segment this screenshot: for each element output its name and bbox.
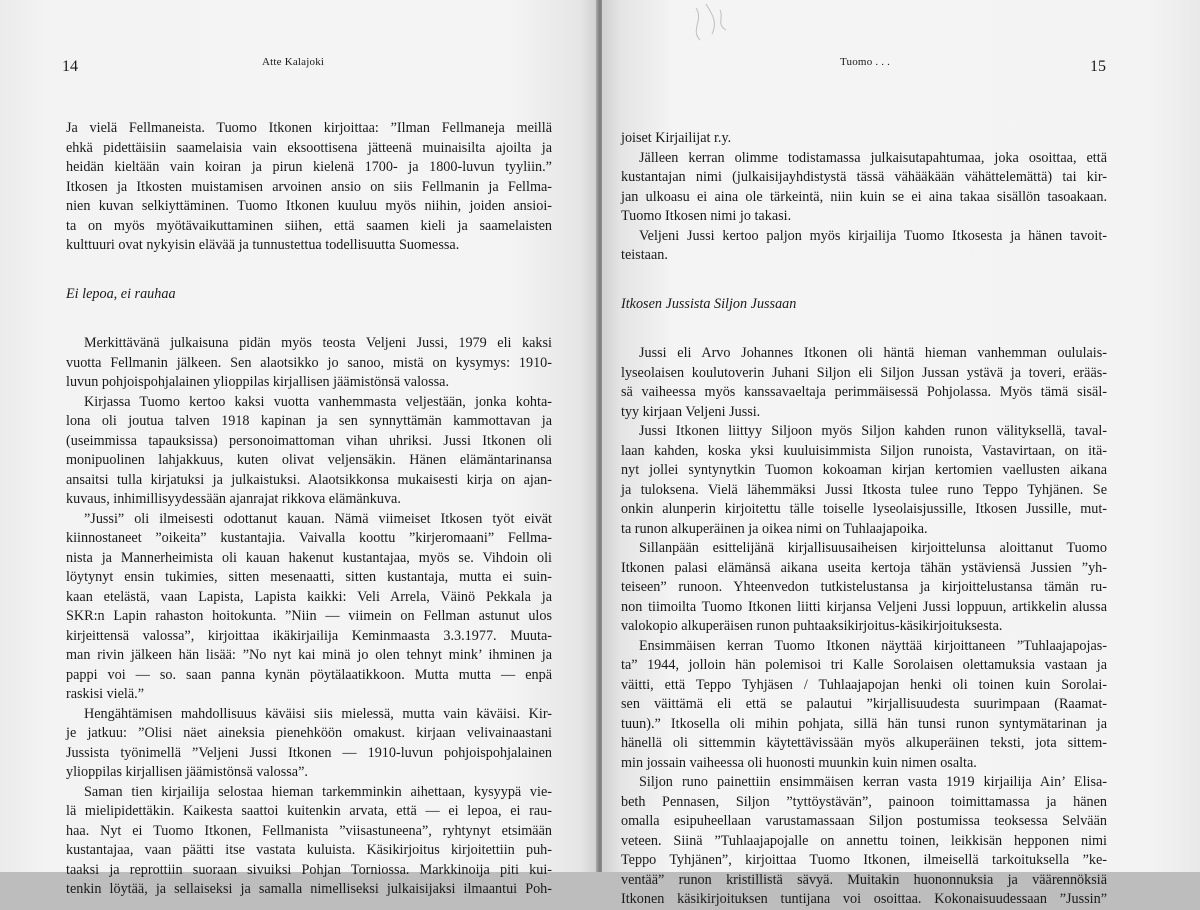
text-line: tenkin löytää, ja sellaiseksi ja samalla nimelliseksi julkaisijaksi ilmaantui Poh- <box>66 881 552 897</box>
text-line: sen väittämä eli että se palautui ”kirjallisuudesta suurimpaan (Raamat- <box>621 696 1107 712</box>
text-line: Siljon runo painettiin ensimmäisen kerran vasta 1919 kirjailija Ain’ Elisa- <box>639 774 1107 790</box>
text-line: man rivin jälkeen hän lisää: ”No nyt kai minä jo olen tehnyt mink’ ihminen ja <box>66 647 552 663</box>
paragraph-spacer <box>621 334 1107 344</box>
text-line: onkin alunperin kirjoitettu tälle toiselle lyseolaisjussille, Itkosen Jussille, mut- <box>621 501 1107 517</box>
text-line: monipuolinen lahjakkuus, kuten olivat veljensäkin. Hänen elämäntarinansa <box>66 452 552 468</box>
running-head: Tuomo . . . <box>840 56 891 68</box>
paragraph-spacer <box>621 315 1107 335</box>
text-line: heidän kieltään vain koiran ja pirun kielenä 1700- ja 1800-luvun tyyliin.” <box>66 159 552 175</box>
text-line: kiinnostaneet ”oikeita” kustantajia. Vaivalla koottu ”kirjeromaani” Fellma- <box>66 530 552 546</box>
text-line: ansaitsi tulla kirjatuksi ja julkaistuksi. Alaotsikkonsa mukaisesti kirja on ajan- <box>66 471 552 488</box>
text-line: Ensimmäisen kerran Tuomo Itkonen näyttää kirjoittaneen ”Tuhlaajapojas- <box>639 637 1107 654</box>
text-line: SKR:n Lapin rahaston hoitokunta. ”Niin — viimein on Fellman astunut ulos <box>66 608 552 624</box>
text-line: ”Jussi” oli ilmeisesti odottanut kauan. Nämä viimeiset Itkosen työt eivät <box>84 510 552 527</box>
text-line: omalla esipuheellaan varustamassaan Siljon postumissa teoksessa Selvään <box>621 813 1107 829</box>
text-line: joiset Kirjailijat r.y. <box>621 130 732 146</box>
right-page-body <box>621 129 1107 910</box>
text-line: laan kahden, koska yksi kuuluisimmista Siljon runoista, Vastavirtaan, on itä- <box>621 442 1107 459</box>
text-line: kulttuuri ovat nykyisin elävää ja tunnustettua todellisuutta Suomessa. <box>66 237 460 253</box>
page-number: 15 <box>1090 58 1106 75</box>
text-line: vuotta Fellmanin jälkeen. Sen alaotsikko jo sanoo, mistä on kysymys: 1910- <box>66 354 552 371</box>
text-line: luvun pohjoispohjalainen ylioppilas kirjallisen jäämistönsä valossa. <box>66 374 450 390</box>
text-line: jan ulkoasu ei aina ole tärkeintä, niin kuin se ei aina takaa sisällön tasoakaan. <box>621 188 1107 205</box>
text-line: Jussi Itkonen liittyy Siljoon myös Siljon kahden runon välityksellä, taval- <box>639 423 1107 439</box>
text-line: raskisi vielä.” <box>66 686 145 702</box>
text-line: ta on myös myötävaikuttaminen siihen, että saamen kieli ja saamelaisten <box>66 217 552 234</box>
paragraph-spacer <box>621 266 1107 286</box>
text-line: teiseen” runoon. Yhteenvedon tutkistelustansa ja kirjoittelustansa tämän ru- <box>621 579 1107 595</box>
text-line: taaksi ja reprottiin suoraan sivuiksi Pohjan Torniossa. Markkinoija piti kui- <box>66 861 552 878</box>
text-line: lona oli joutua talven 1918 kapinan ja sen synnyttämän kammottavan ja <box>66 413 552 429</box>
text-line: kirjeittensä valossa”, kirjoittaa ikäkirjailija Keminmaasta 3.3.1977. Muuta- <box>66 627 552 644</box>
text-line: sä vaiheessa myös kanssavaeltaja perimmäisessä Pohjolassa. Myös tämä sisäl- <box>621 384 1107 400</box>
text-line: pappi voi — so. saan panna kynän pöytälaatikkoon. Mutta mutta — enpä <box>66 666 552 683</box>
text-line: ja tuloksena. Vielä lähemmäksi Jussi Itkosta tulee runo Teppo Tyhjänen. Se <box>621 481 1107 498</box>
text-line: min jossain vaiheessa oli huonosti muunkin kuin nimen osalta. <box>621 754 977 771</box>
text-line: beth Pennasen, Siljon ”tyttöystävän”, painoon toimittamassa ja hänen <box>621 793 1107 810</box>
text-line: kuvaus, inhimillisyydessään ajanrajat rikkova elämänkuva. <box>66 491 401 507</box>
text-line: lyseolaisen koulutoverin Juhani Siljon eli Siljon Jussan ystävä ja toveri, erääs- <box>621 364 1107 381</box>
text-line: ta” 1944, jolloin hän polemisoi tri Kalle Sorolaisen olettamuksia vastaan ja <box>621 657 1107 673</box>
paragraph-spacer <box>66 305 552 325</box>
text-line: kustantajan nimi (julkaisijayhdistystä tässä vähääkään vähättelemättä) tai kir- <box>621 169 1107 185</box>
text-line: nien kuvan selkiyttäminen. Tuomo Itkonen kuuluu myös niihin, joiden ansioi- <box>66 198 552 214</box>
paragraph-spacer <box>66 256 552 276</box>
right-page <box>602 0 1200 907</box>
text-line: ta runon alkuperäinen ja oikea nimi on Tuhlaajapoika. <box>621 520 928 537</box>
text-line: Veljeni Jussi kertoo paljon myös kirjailija Tuomo Itkosesta ja hänen tavoit- <box>639 227 1107 244</box>
page-number: 14 <box>62 58 78 75</box>
text-line: kaan etelästä, vaan Lapista, Lapista kaikki: Veli Arrela, Väinö Pekkala ja <box>66 588 552 605</box>
text-line: löytynyt ensin tukimies, sitten mesenaatti, sitten kustantaja, mutta ei suin- <box>66 569 552 585</box>
text-line: Itkonen palasi elämänsä aikana useita kertoja tähän ystäviensä Jussien ”yh- <box>621 559 1107 576</box>
text-line: Teppo Tyhjänen”, kirjoittaa Tuomo Itkonen, ilmeisellä tarkoituksella ”ke- <box>621 852 1107 868</box>
text-line: tyy kirjaan Veljeni Jussi. <box>621 403 761 420</box>
text-line: Jussista työnimellä ”Veljeni Jussi Itkonen — 1910-luvun pohjoispohjalainen <box>66 744 552 761</box>
text-line: nyt jollei syntynytkin Tuomon kokoaman kirjan kertomien vaellusten aikana <box>621 462 1107 478</box>
section-heading: Ei lepoa, ei rauhaa <box>66 286 176 302</box>
text-line: hänellä oli sittemmin käytettävissään myös alkuperäinen teksti, jota sittem- <box>621 735 1107 751</box>
text-line: valokopio alkuperäisen runon puhtaaksikirjoitus-käsikirjoituksesta. <box>621 618 1003 634</box>
text-line: ventää” runon kristillistä sävyä. Muitakin huononnuksia ja väärennöksiä <box>621 871 1107 888</box>
text-line: Sillanpään esittelijänä kirjallisuusaiheisen kirjoittelunsa aloittanut Tuomo <box>639 540 1107 556</box>
text-line: Tuomo Itkosen nimi jo takasi. <box>621 208 792 224</box>
left-page-body <box>66 119 552 900</box>
paragraph-spacer <box>621 285 1107 295</box>
text-line: Kirjassa Tuomo kertoo kaksi vuotta vanhemmasta veljestään, jonka kohta- <box>84 393 552 410</box>
text-line: je jatkuu: ”Olisi näet aineksia pienehköön omakust. kirjaan velivainaastani <box>66 725 552 741</box>
section-heading: Itkosen Jussista Siljon Jussaan <box>621 296 797 312</box>
text-line: teistaan. <box>621 247 668 263</box>
text-line: haa. Nyt ei Tuomo Itkonen, Fellmanista ”viisastuneena”, ryhtynyt etsimään <box>66 822 552 839</box>
text-line: non tiimoilta Tuomo Itkonen liitti kirjansa Veljeni Jussi loppuun, artikkelin alussa <box>621 598 1107 615</box>
text-line: Itkosen ja Itkosten muistamisen arvoinen ansio on siis Fellmanin ja Fellma- <box>66 178 552 195</box>
text-line: ehkä pidettäisiin saamelaisia vain eksoottisena jätteenä muinaisilta ajoilta ja <box>66 139 552 156</box>
text-line: Jussi eli Arvo Johannes Itkonen oli häntä hieman vanhemman oululais- <box>639 345 1107 361</box>
paragraph-spacer <box>66 324 552 334</box>
text-line: Hengähtämisen mahdollisuus käväisi siis mielessä, mutta vain käväisi. Kir- <box>84 705 552 722</box>
text-line: Merkittävänä julkaisuna pidän myös teosta Veljeni Jussi, 1979 eli kaksi <box>84 335 552 351</box>
text-line: Jälleen kerran olimme todistamassa julkaisutapahtumaa, joka osoittaa, että <box>639 149 1107 166</box>
text-line: nista ja Mannerheimista oli kauan hakenut kustantajaa, myös se. Vihdoin oli <box>66 549 552 566</box>
text-line: Ja vielä Fellmaneista. Tuomo Itkonen kirjoittaa: ”Ilman Fellmaneja meillä <box>66 120 552 136</box>
left-page <box>0 0 598 897</box>
text-line: Itkonen käsikirjoituksen tuntijana voi osoittaa. Kokonaisuudessaan ”Jussin” <box>621 891 1107 907</box>
pencil-scribble-mark <box>676 0 746 80</box>
text-line: (useimmissa tapauksissa) personoimattoman vihan uhriksi. Jussi Itkonen oli <box>66 432 552 449</box>
text-line: tuun).” Itkosella oli mihin pohjata, sillä hän tunsi runon syntymätarinan ja <box>621 715 1107 732</box>
text-line: lä mielipidettäkin. Kaikesta saattoi kuitenkin arvata, että — ei lepoa, ei rau- <box>66 803 552 819</box>
text-line: väitti, että Teppo Tyhjäsen / Tuhlaajapojan henki oli toinen kuin Sorolai- <box>621 676 1107 693</box>
paragraph-spacer <box>66 275 552 285</box>
text-line: ylioppilas kirjallisen jäämistönsä valossa”. <box>66 764 308 780</box>
text-line: kustantajaa, vaan päätti itse vastata kuluista. Käsikirjoitus kirjoitettiin puh- <box>66 842 552 858</box>
running-head: Atte Kalajoki <box>262 56 325 68</box>
text-line: Saman tien kirjailija selostaa hieman tarkemminkin aihettaan, kysyypä vie- <box>84 783 552 800</box>
text-line: veteen. Siinä ”Tuhlaajapojalle on annettu toinen, leikkisän hepponen nimi <box>621 832 1107 849</box>
